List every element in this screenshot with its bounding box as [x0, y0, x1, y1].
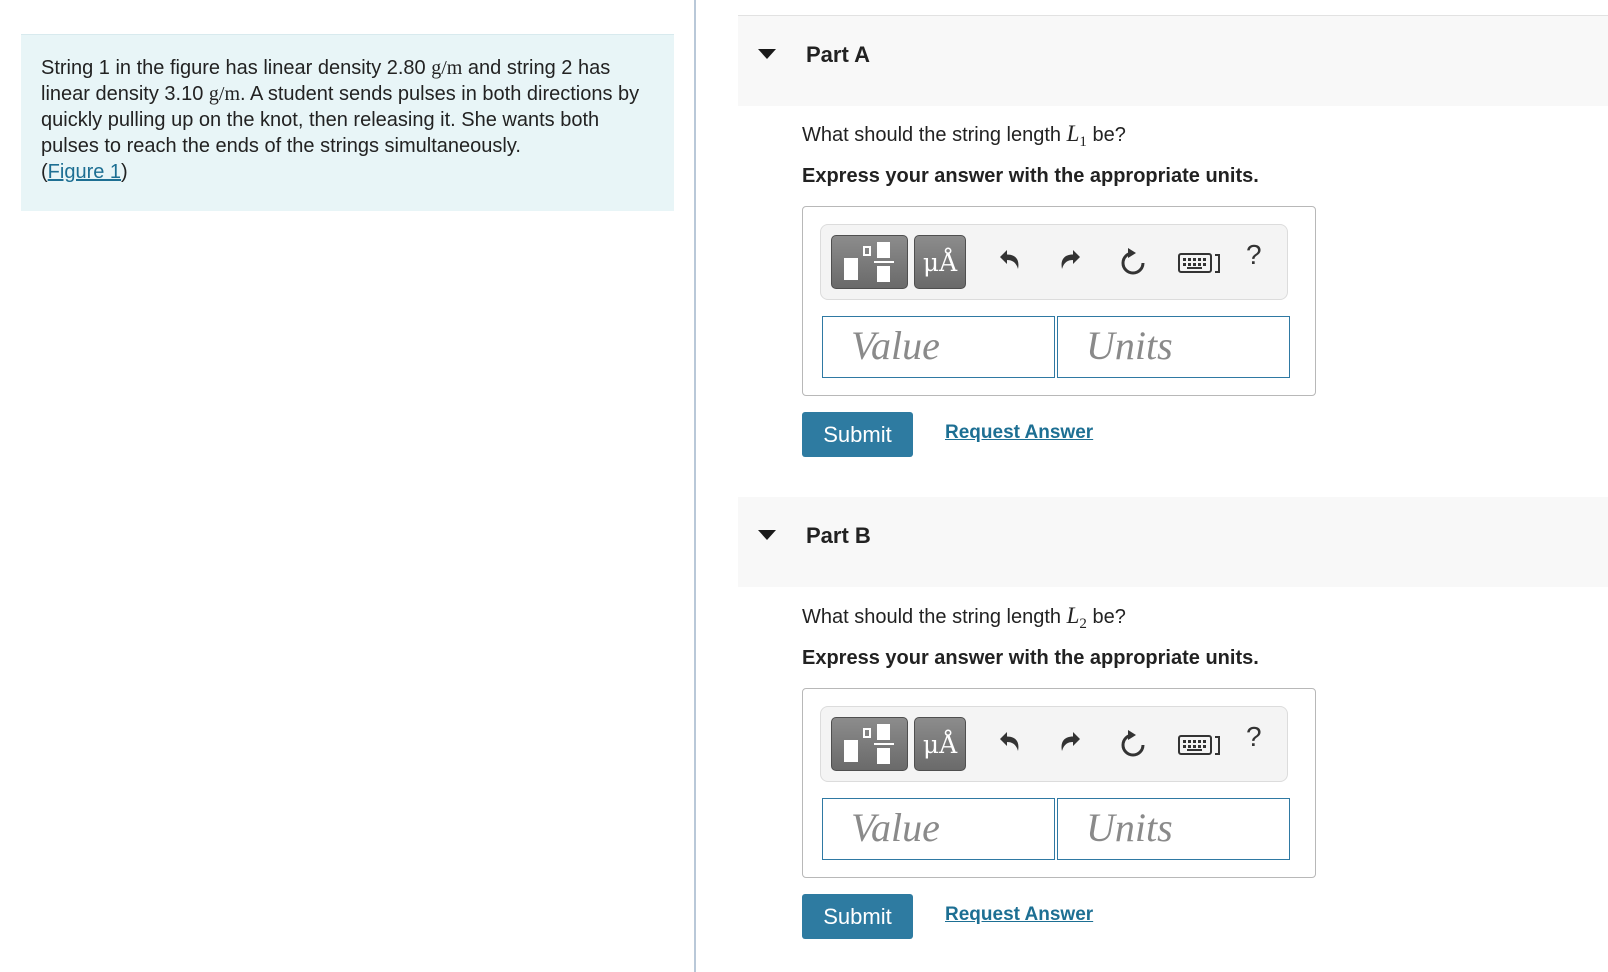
templates-button[interactable]: [831, 717, 908, 771]
part-a-title: Part A: [806, 42, 870, 67]
figure-paren-close: ): [121, 161, 128, 183]
help-icon[interactable]: ?: [1246, 239, 1262, 270]
templates-button[interactable]: [831, 235, 908, 289]
unit-1: g/m: [431, 57, 463, 79]
variable: L: [1066, 121, 1080, 146]
question-prefix: What should the string length: [802, 606, 1067, 628]
variable-subscript: 2: [1079, 616, 1087, 632]
part-b-instruction: Express your answer with the appropriate units.: [802, 647, 1259, 669]
part-a-submit-button[interactable]: Submit: [802, 412, 913, 457]
part-b-request-answer-link[interactable]: Request Answer: [945, 904, 1094, 925]
part-b-title: Part B: [806, 523, 871, 548]
value-input[interactable]: Value: [822, 798, 1055, 860]
unit-2: g/m: [208, 83, 241, 105]
units-button[interactable]: μÅ: [914, 235, 966, 289]
problem-text-3: . A student sends pulses in both directions by quickly pulling up on the knot, then releasing it. She wants both pulses to reach the ends of the strings simultaneously.: [41, 83, 640, 157]
problem-text-2: and string 2 has linear density 3.10: [41, 57, 611, 105]
part-a-question: [802, 121, 1126, 151]
redo-icon[interactable]: [1058, 247, 1084, 280]
column-divider: [694, 0, 696, 972]
part-b-header[interactable]: [738, 497, 1608, 587]
caret-down-icon: [758, 49, 776, 59]
part-a-instruction: Express your answer with the appropriate units.: [802, 165, 1259, 187]
undo-icon[interactable]: [996, 247, 1022, 280]
question-prefix: What should the string length: [802, 124, 1067, 146]
part-a-answer-box: [802, 206, 1316, 396]
part-a-request-answer-link[interactable]: Request Answer: [945, 422, 1094, 443]
math-toolbar: [820, 706, 1288, 782]
question-suffix: be?: [1086, 606, 1126, 628]
reset-icon[interactable]: [1119, 247, 1147, 282]
figure-link[interactable]: Figure 1: [47, 161, 122, 183]
caret-down-icon: [758, 530, 776, 540]
units-button[interactable]: μÅ: [914, 717, 966, 771]
question-suffix: be?: [1086, 124, 1126, 146]
math-toolbar: [820, 224, 1288, 300]
figure-paren-open: (: [41, 161, 48, 183]
part-a-header[interactable]: [738, 16, 1608, 106]
help-icon[interactable]: ?: [1246, 721, 1262, 752]
value-input[interactable]: Value: [822, 316, 1055, 378]
redo-icon[interactable]: [1058, 729, 1084, 762]
reset-icon[interactable]: [1119, 729, 1147, 764]
problem-statement: [21, 34, 674, 211]
part-b-question: [802, 603, 1126, 633]
variable: L: [1066, 603, 1080, 628]
variable-subscript: 1: [1079, 134, 1087, 150]
keyboard-icon[interactable]: [1178, 733, 1222, 762]
problem-text-1: String 1 in the figure has linear density 2.80: [41, 57, 432, 79]
units-input[interactable]: Units: [1057, 316, 1290, 378]
keyboard-icon[interactable]: [1178, 251, 1222, 280]
units-input[interactable]: Units: [1057, 798, 1290, 860]
part-b-submit-button[interactable]: Submit: [802, 894, 913, 939]
part-b-answer-box: [802, 688, 1316, 878]
undo-icon[interactable]: [996, 729, 1022, 762]
